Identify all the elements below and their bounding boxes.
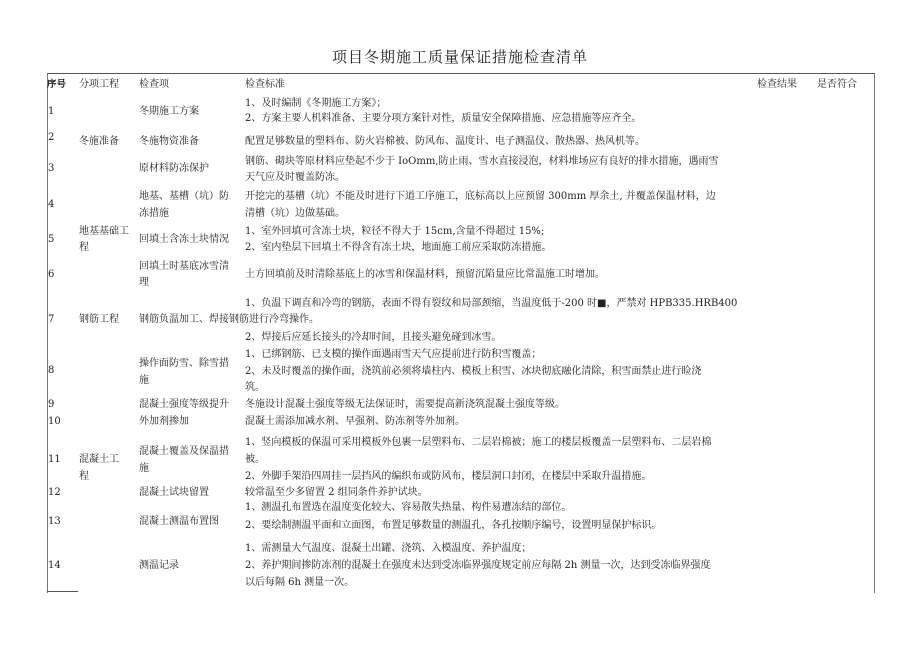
item-4-line2: 冻措施 (139, 208, 169, 219)
standard-8-line1: 1、已绑钢筋、已支模的操作面遇雨雪天气应提前进行防积雪覆盖； (245, 349, 542, 360)
item-8-line1: 操作面防雪、除雪措 (139, 358, 229, 369)
standard-2: 配置足够数量的塑料布、防火岩棉被、防风布、温度计、电子测温仪、散热器、热风机等。 (245, 136, 645, 147)
item-8-line2: 施 (139, 375, 149, 386)
item-4-line1: 地基、基槽（坑）防 (139, 191, 229, 202)
table-bottom-rule (47, 591, 78, 592)
page-title: 项目冬期施工质量保证措施检查清单 (331, 48, 588, 66)
item-11-line1: 混凝土覆盖及保温措 (139, 446, 229, 457)
standard-13-line2: 2、要绘制测温平面和立面图，布置足够数量的测温孔，各孔按顺序编号，设置明显保护标识。 (245, 520, 662, 531)
standard-5-line2: 2、室内垫层下回填土不得含有冻土块，地面施工前应采取防冻措施。 (245, 242, 552, 253)
standard-3-line1: 钢筋、砌块等原材料应垫起不少于 IoOmm,防止雨、雪水直接浸泡，材料堆场应有良好的排水措施，遇雨雪 (245, 156, 719, 167)
item-12: 混凝土试块留置 (139, 487, 209, 498)
category-winter-prep: 冬施准备 (79, 136, 119, 147)
header-category: 分项工程 (79, 79, 119, 90)
row-no-8: 8 (48, 365, 55, 376)
standard-9: 冬施设计混凝土强度等级无法保证时，需要提高新浇筑混凝土强度等级。 (245, 399, 565, 410)
standard-14-line3: 以后每隔 6h 测量一次。 (245, 577, 355, 588)
row-no-10: 10 (48, 416, 61, 427)
header-conform: 是否符合 (817, 79, 857, 90)
standard-13-line1: 1、测温孔布置选在温度变化较大、容易散失热量、构件易遭冻结的部位。 (245, 502, 572, 513)
category-concrete-1: 混凝土工 (79, 454, 119, 465)
header-no: 序号 (47, 79, 67, 90)
row-no-12: 12 (48, 487, 61, 498)
category-rebar: 钢筋工程 (79, 314, 119, 325)
header-standard: 检查标准 (245, 79, 285, 90)
row-no-13: 13 (48, 516, 61, 527)
row-no-7: 7 (48, 314, 55, 325)
standard-5-line1: 1、室外回填可含冻土块，粒径不得大于 15cm,含量不得超过 15%; (245, 226, 545, 237)
standard-8-line2: 2、未及时覆盖的操作面，浇筑前必须将墙柱内、模板上积雪、冰块彻底融化清除，积雪面禁止进行睑浇 (245, 366, 702, 377)
row-no-14: 14 (48, 560, 61, 571)
category-concrete-2: 程 (79, 471, 89, 482)
row-no-3: 3 (48, 163, 55, 174)
standard-14-line1: 1、需测量大气温度、混凝土出罐、浇筑、入模温度、养护温度； (245, 543, 532, 554)
standard-1-line2: 2、方案主要人机料准备、主要分项方案针对性，质量安全保障措施、应急措施等应齐全。 (245, 113, 642, 124)
standard-7-line2: 2、焊接后应延长接头的冷却时间，且接头避免碰到冰雪。 (245, 332, 502, 343)
standard-7-line1: 1、负温下调直和冷弯的钢筋，表面不得有裂纹和局部颈缩，当温度低于-200 时■，严禁对 HPB335.HRB400 (245, 298, 738, 309)
standard-4-line1: 开挖完的基槽（坑）不能及时进行下道工序施工，底标高以上应预留 300mm 厚余土, 并覆盖保温材料，边 (245, 191, 716, 202)
item-10: 外加剂掺加 (139, 416, 189, 427)
row-no-6: 6 (48, 269, 55, 280)
item-6-line2: 理 (139, 277, 149, 288)
item-9: 混凝土强度等级提升 (139, 399, 229, 410)
row-no-5: 5 (48, 234, 55, 245)
item-3: 原材料防冻保护 (139, 163, 209, 174)
standard-11-line2: 被。 (245, 454, 265, 465)
standard-11-line3: 2、外脚手架沿四周挂一层挡风的编织布或防风布，楼层洞口封闭，在楼层中采取升温措施。 (245, 471, 652, 482)
item-2: 冬施物资准备 (139, 136, 199, 147)
header-item: 检查项 (139, 79, 169, 90)
item-7: 钢筋负温加工、焊接钢筋进行冷弯操作。 (139, 314, 319, 325)
standard-11-line1: 1、竖向模板的保温可采用模板外包裹一层塑料布、二层岩棉被；施工的楼层板覆盖一层塑料布、二层岩棉 (245, 437, 712, 448)
category-foundation-1: 地基基础工 (79, 226, 129, 237)
item-6-line1: 回填土时基底冰雪清 (139, 261, 229, 272)
row-no-2: 2 (48, 132, 55, 143)
standard-12: 较常温至少多留置 2 组同条件养护试块。 (245, 487, 428, 498)
standard-8-line3: 筑。 (245, 382, 265, 393)
standard-14-line2: 2、养护期间掺防冻剂的混凝土在强度未达到受冻临界强度规定前应每隔 2h 测量一次，达到受冻临界强度 (245, 560, 711, 571)
standard-3-line2: 天气应及时覆盖防冻。 (245, 172, 345, 183)
item-11-line2: 施 (139, 463, 149, 474)
item-5: 回填土含冻土块情况 (139, 234, 229, 245)
standard-6: 土方回填前及时清除基底上的冰雪和保温材料，预留沉陷量应比常温施工时增加。 (245, 269, 605, 280)
item-14: 测温记录 (139, 560, 179, 571)
row-no-11: 11 (48, 454, 61, 465)
standard-10: 混凝土需添加减水剂、早强剂、防冻剂等外加剂。 (245, 416, 465, 427)
category-foundation-2: 程 (79, 242, 89, 253)
standard-1-line1: 1、及时编制《冬期施工方案》； (245, 98, 387, 109)
standard-4-line2: 清槽（坑）边做基础。 (245, 208, 345, 219)
row-no-4: 4 (48, 199, 55, 210)
item-1: 冬期施工方案 (139, 106, 199, 117)
row-no-1: 1 (48, 106, 55, 117)
row-no-9: 9 (48, 399, 55, 410)
item-13: 混凝土测温布置图 (139, 516, 219, 527)
header-result: 检查结果 (757, 79, 797, 90)
